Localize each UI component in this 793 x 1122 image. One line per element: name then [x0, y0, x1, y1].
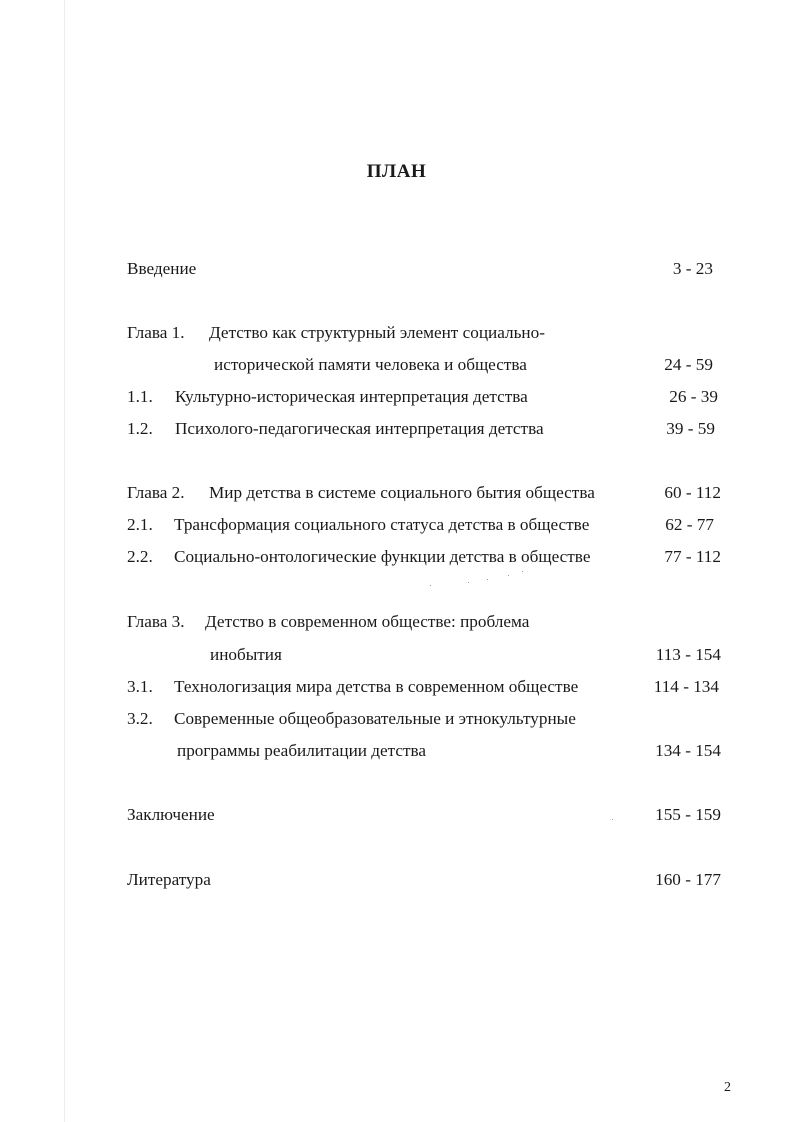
- toc-entry-section-3-2[interactable]: [0, 707, 793, 731]
- toc-pages: 39 - 59: [666, 419, 715, 438]
- section-title: Психолого-педагогическая интерпретация детства: [175, 419, 544, 438]
- section-title: Трансформация социального статуса детства в обществе: [174, 515, 590, 534]
- toc-pages: 24 - 59: [664, 355, 713, 374]
- toc-pages: 77 - 112: [664, 547, 721, 566]
- toc-entry-section-1-1[interactable]: [0, 385, 793, 409]
- section-number: 1.2.: [127, 419, 153, 438]
- toc-pages: 134 - 154: [655, 741, 721, 760]
- chapter-title: Мир детства в системе социального бытия общества: [209, 483, 595, 502]
- section-title: Технологизация мира детства в современном обществе: [174, 677, 579, 696]
- scan-speck: [468, 582, 469, 583]
- toc-pages: 113 - 154: [655, 645, 721, 664]
- toc-entry-intro[interactable]: [0, 257, 793, 281]
- section-title-cont: программы реабилитации детства: [177, 741, 427, 760]
- toc-entry-conclusion[interactable]: [0, 803, 793, 827]
- chapter-title: Детство в современном обществе: проблема: [205, 612, 530, 631]
- chapter-title-cont: инобытия: [210, 645, 282, 664]
- toc-pages: 160 - 177: [655, 870, 721, 889]
- toc-pages: 3 - 23: [672, 259, 713, 278]
- toc-entry-literature[interactable]: [0, 868, 793, 892]
- toc-pages: 62 - 77: [665, 515, 714, 534]
- chapter-number: Глава 2.: [127, 483, 185, 502]
- scan-speck: [508, 575, 509, 576]
- toc-entry-chapter1[interactable]: [0, 321, 793, 345]
- chapter-number: Глава 1.: [127, 323, 185, 342]
- scan-speck: [522, 571, 523, 572]
- page-number: 2: [724, 1080, 731, 1095]
- toc-label: Введение: [127, 259, 197, 278]
- chapter-title: Детство как структурный элемент социально-: [209, 323, 545, 342]
- toc-pages: 114 - 134: [653, 677, 719, 696]
- section-title: Современные общеобразовательные и этнокультурные: [174, 709, 576, 728]
- toc-entry-section-1-2[interactable]: [0, 417, 793, 441]
- toc-pages: 155 - 159: [655, 805, 721, 824]
- toc-pages: 26 - 39: [669, 387, 718, 406]
- toc-entry-section-2-1[interactable]: [0, 513, 793, 537]
- chapter-title-cont: исторической памяти человека и общества: [214, 355, 527, 374]
- section-number: 2.2.: [127, 547, 153, 566]
- toc-entry-section-3-2-cont[interactable]: [0, 739, 793, 763]
- toc-entry-chapter1-cont[interactable]: [0, 353, 793, 377]
- toc-pages: 60 - 112: [664, 483, 721, 502]
- toc-entry-section-3-1[interactable]: [0, 675, 793, 699]
- scan-speck: [487, 579, 488, 580]
- section-number: 3.2.: [127, 709, 153, 728]
- scan-speck: [612, 819, 613, 820]
- toc-label: Заключение: [127, 805, 215, 824]
- scan-speck: [430, 585, 431, 586]
- toc-entry-section-2-2[interactable]: [0, 545, 793, 569]
- toc-entry-chapter3-cont[interactable]: [0, 643, 793, 667]
- toc-entry-chapter3[interactable]: [0, 610, 793, 634]
- section-number: 2.1.: [127, 515, 153, 534]
- section-title: Социально-онтологические функции детства в обществе: [174, 547, 591, 566]
- section-number: 1.1.: [127, 387, 153, 406]
- toc-label: Литература: [127, 870, 211, 889]
- section-number: 3.1.: [127, 677, 153, 696]
- chapter-number: Глава 3.: [127, 612, 185, 631]
- page-title: ПЛАН: [366, 161, 427, 182]
- section-title: Культурно-историческая интерпретация детства: [175, 387, 528, 406]
- toc-entry-chapter2[interactable]: [0, 481, 793, 505]
